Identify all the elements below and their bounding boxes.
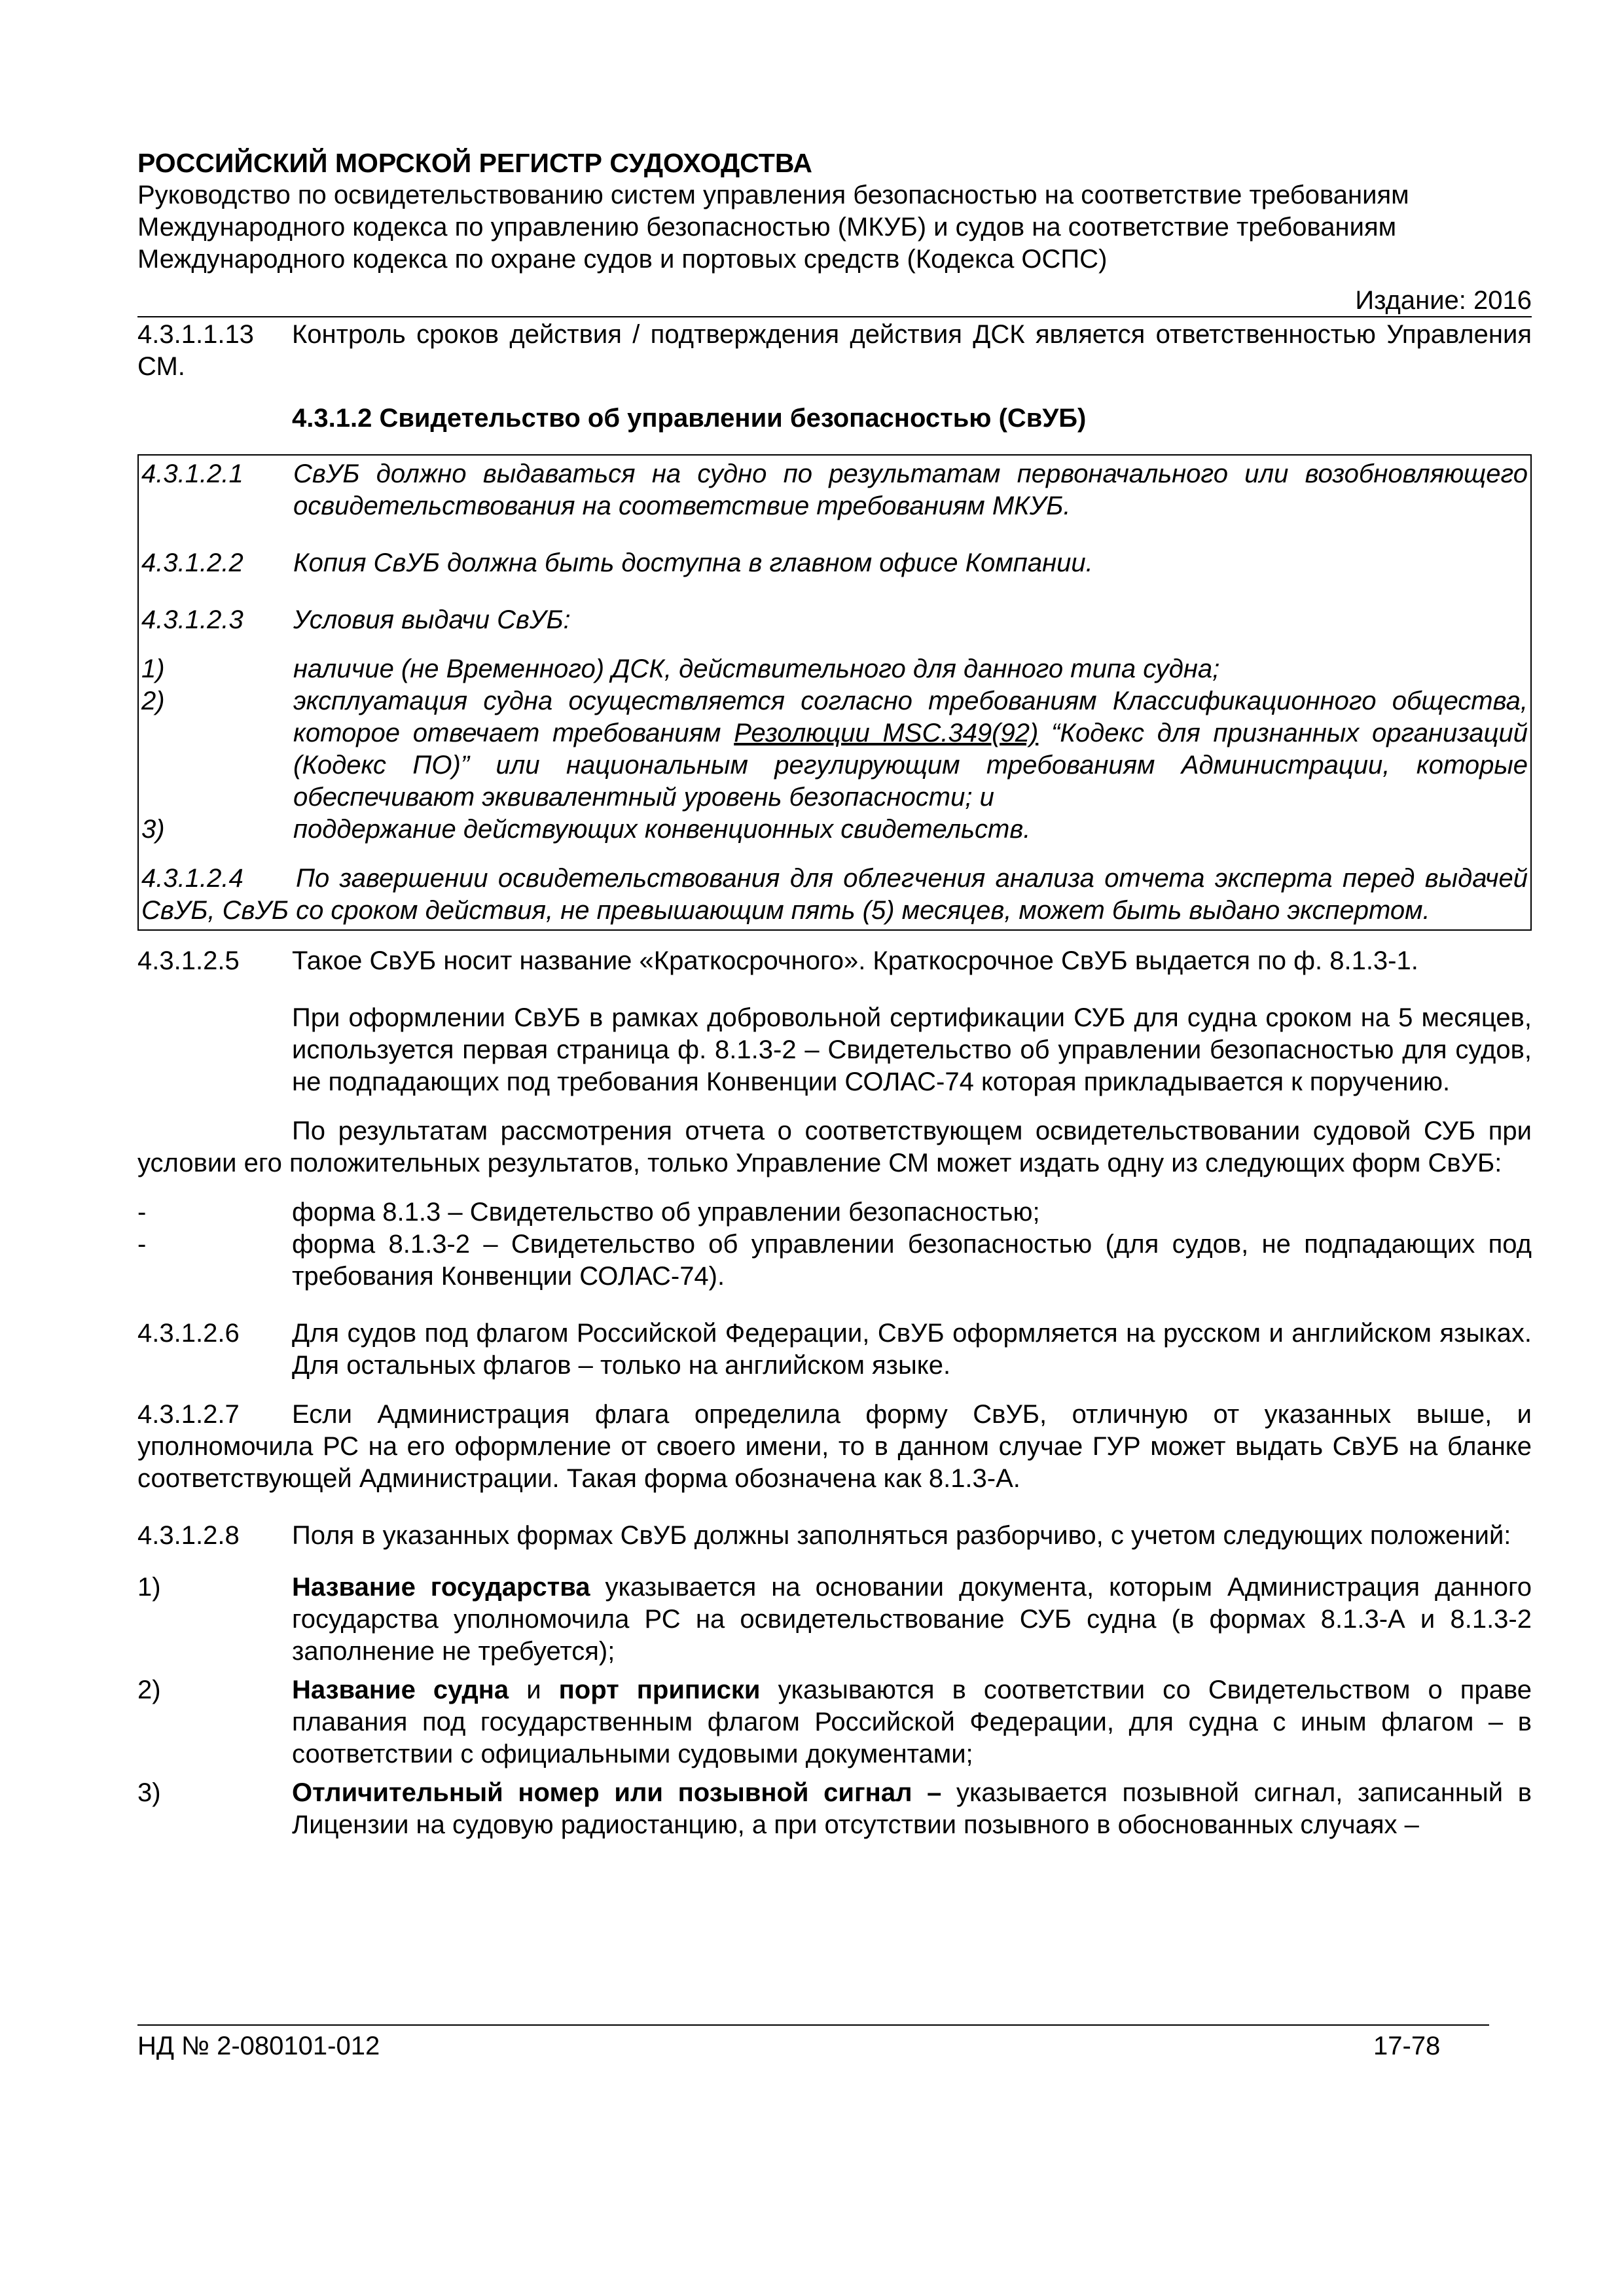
paragraph-4-3-1-2-8 xyxy=(137,1520,1532,1552)
paragraph-text: Такое СвУБ носит название «Краткосрочного». Краткосрочное СвУБ выдается по ф. 8.1.3-1. xyxy=(292,946,1418,975)
list-item xyxy=(141,653,1528,685)
paragraph-text: Для судов под флагом Российской Федерации, СвУБ оформляется на русском и английском языках. Для остальных флагов – только на английском языке. xyxy=(292,1319,1532,1380)
list-item xyxy=(137,1229,1532,1293)
paragraph-number: 4.3.1.2.4 xyxy=(141,864,244,893)
list-item-number: 3) xyxy=(137,1778,161,1807)
paragraph-text: Условия выдачи СвУБ: xyxy=(293,605,571,634)
paragraph-number: 4.3.1.2.1 xyxy=(141,459,244,488)
paragraph-4-3-1-2-5 xyxy=(137,945,1532,977)
paragraph-4-3-1-2-3 xyxy=(141,604,1528,636)
italic-boxed-section xyxy=(137,454,1532,931)
document-title-line-2: Международного кодекса по управлению безопасностью (МКУБ) и судов на соответствие требованиям xyxy=(137,213,1397,242)
document-organization: РОССИЙСКИЙ МОРСКОЙ РЕГИСТР СУДОХОДСТВА xyxy=(137,148,813,178)
list-item-number: 1) xyxy=(137,1573,161,1602)
list-item-number: 3) xyxy=(141,815,165,844)
list-item xyxy=(137,1674,1532,1770)
paragraph-number: 4.3.1.2.7 xyxy=(137,1400,240,1429)
paragraph-4-3-1-1-13-text: Контроль сроков действия / подтверждения действия ДСК является ответственностью Управления СМ. xyxy=(137,320,1532,381)
resolution-link[interactable]: Резолюции MSC.349(92) xyxy=(734,719,1039,747)
footer-divider xyxy=(137,2024,1489,2026)
list-item xyxy=(141,685,1528,814)
list-item-text: эксплуатация судна осуществляется согласно требованиям Классификационного общества, которое отвечает требованиям Резолюции MSC.349(92) “Кодекс для признанных организаций (Кодекс ПО)” или национальным регулирующим требованиям Администрации, которые обеспечивают эквивалентный уровень безопасности; и xyxy=(293,687,1528,812)
paragraph-text: По результатам рассмотрения отчета о соответствующем освидетельствовании судовой СУБ при условии его положительных результатов, только Управление СМ может издать одну из следующих форм СвУБ: xyxy=(137,1117,1532,1177)
list-item-text: форма 8.1.3-2 – Свидетельство об управлении безопасностью (для судов, не подпадающих под требования Конвенции СОЛАС-74). xyxy=(292,1230,1532,1291)
list-item-text: Название государства указывается на основании документа, которым Администрация данного государства уполномочила РС на освидетельствование СУБ судна (в формах 8.1.3-А и 8.1.3-2 заполнение не требуется); xyxy=(292,1573,1532,1666)
list-item-text: форма 8.1.3 – Свидетельство об управлении безопасностью; xyxy=(292,1198,1040,1227)
paragraph-4-3-1-2-2 xyxy=(141,547,1528,579)
paragraph-number: 4.3.1.2.8 xyxy=(137,1521,240,1550)
list-item-text: Отличительный номер или позывной сигнал – указывается позывной сигнал, записанный в Лицензии на судовую радиостанцию, а при отсутствии позывного в обоснованных случаях – xyxy=(292,1778,1532,1839)
paragraph-text: При оформлении СвУБ в рамках добровольной сертификации СУБ для судна сроком на 5 месяцев, используется первая страница ф. 8.1.3-2 – Свидетельство об управлении безопасностью для судов, не подпадающих под требования Конвенции СОЛАС-74 которая прикладывается к поручению. xyxy=(292,1003,1532,1096)
paragraph-text: Копия СвУБ должна быть доступна в главном офисе Компании. xyxy=(293,548,1093,577)
paragraph-text: Если Администрация флага определила форму СвУБ, отличную от указанных выше, и уполномочила РС на его оформление от своего имени, то в данном случае ГУР может выдать СвУБ на бланке соответствующей Администрации. Такая форма обозначена как 8.1.3-А. xyxy=(137,1400,1532,1493)
document-title-line-3: Международного кодекса по охране судов и портовых средств (Кодекса ОСПС) xyxy=(137,245,1108,274)
header-divider xyxy=(137,316,1532,317)
list-item-text: Название судна и порт приписки указываются в соответствии со Свидетельством о праве плавания под государственным флагом Российской Федерации, для судна с иным флагом – в соответствии с официальными судовыми документами; xyxy=(292,1676,1532,1768)
paragraph-4-3-1-2-4 xyxy=(141,863,1528,927)
paragraph-number: 4.3.1.2.6 xyxy=(137,1319,240,1348)
list-item-number: 2) xyxy=(141,687,165,715)
paragraph-4-3-1-2-1 xyxy=(141,458,1528,522)
paragraph-number: 4.3.1.2.3 xyxy=(141,605,244,634)
list-item xyxy=(137,1571,1532,1668)
list-item-number: 1) xyxy=(141,655,165,683)
paragraph-text: СвУБ должно выдаваться на судно по результатам первоначального или возобновляющего освидетельствования на соответствие требованиям МКУБ. xyxy=(293,459,1528,520)
paragraph-4-3-1-2-6 xyxy=(137,1318,1532,1382)
document-edition: Издание: 2016 xyxy=(1355,286,1532,315)
paragraph-4-3-1-2-7 xyxy=(137,1399,1532,1495)
dash-marker: - xyxy=(137,1198,147,1227)
paragraph-text: Поля в указанных формах СвУБ должны заполняться разборчиво, с учетом следующих положений: xyxy=(292,1521,1511,1550)
footer-document-number: НД № 2-080101-012 xyxy=(137,2032,380,2060)
list-item-text: наличие (не Временного) ДСК, действительного для данного типа судна; xyxy=(293,655,1220,683)
list-item xyxy=(137,1196,1532,1229)
list-item-text: поддержание действующих конвенционных свидетельств. xyxy=(293,815,1031,844)
dash-marker: - xyxy=(137,1230,147,1259)
list-item xyxy=(141,814,1528,846)
footer-page-number: 17-78 xyxy=(1373,2032,1441,2060)
paragraph-number: 4.3.1.2.2 xyxy=(141,548,244,577)
section-title: 4.3.1.2 Свидетельство об управлении безопасностью (СвУБ) xyxy=(292,404,1087,433)
paragraph-text: По завершении освидетельствования для облегчения анализа отчета эксперта перед выдачей СвУБ, СвУБ со сроком действия, не превышающим пять (5) месяцев, может быть выдано экспертом. xyxy=(141,864,1528,925)
paragraph-number: 4.3.1.1.13 xyxy=(137,320,254,349)
document-title-line-1: Руководство по освидетельствованию систем управления безопасностью на соответствие требованиям xyxy=(137,181,1409,209)
document-page xyxy=(137,147,1532,1841)
list-item-number: 2) xyxy=(137,1676,161,1704)
list-item xyxy=(137,1777,1532,1841)
paragraph-number: 4.3.1.2.5 xyxy=(137,946,240,975)
